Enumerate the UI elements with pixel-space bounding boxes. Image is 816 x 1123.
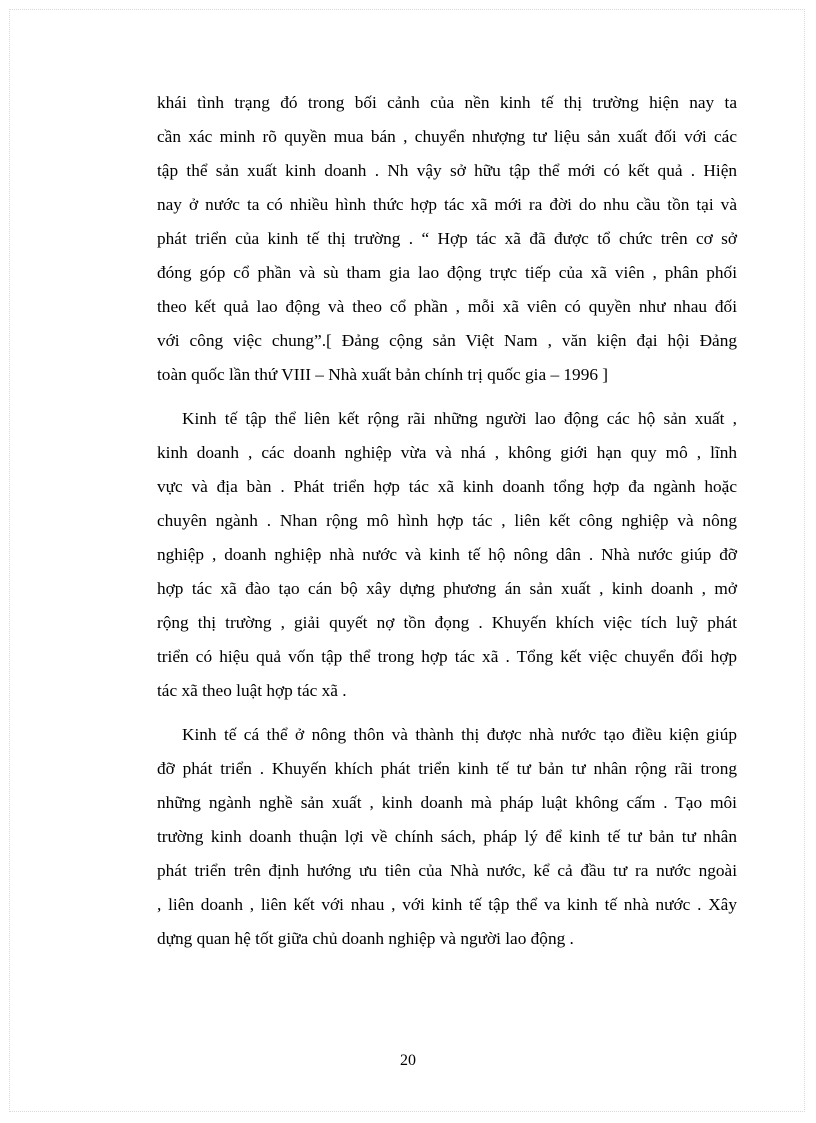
text-line: nghiệp , doanh nghiệp nhà nước và kinh tế hộ nông dân . Nhà nước giúp đỡ (157, 545, 737, 564)
text-line: Kinh tế tập thể liên kết rộng rãi những người lao động các hộ sản xuất , (182, 409, 737, 428)
text-line: đỡ phát triển . Khuyến khích phát triển kinh tế tư bản tư nhân rộng rãi trong (157, 759, 737, 778)
body-text (157, 86, 737, 966)
text-line: kinh doanh , các doanh nghiệp vừa và nhá , không giới hạn quy mô , lĩnh (157, 443, 737, 462)
text-line: trường kinh doanh thuận lợi về chính sách, pháp lý để kinh tế tư bản tư nhân (157, 827, 737, 846)
text-line: phát triển của kinh tế thị trường . “ Hợp tác xã đã được tổ chức trên cơ sở (157, 229, 737, 248)
text-line: tác xã theo luật hợp tác xã . (157, 681, 347, 700)
page-number: 20 (400, 1052, 416, 1069)
text-line: những ngành nghề sản xuất , kinh doanh mà pháp luật không cấm . Tạo môi (157, 793, 737, 812)
text-line: Kinh tế cá thể ở nông thôn và thành thị được nhà nước tạo điều kiện giúp (182, 725, 737, 744)
text-line: chuyên ngành . Nhan rộng mô hình hợp tác , liên kết công nghiệp và nông (157, 511, 737, 530)
text-line: khái tình trạng đó trong bối cảnh của nền kinh tế thị trường hiện nay ta (157, 93, 737, 112)
text-line: toàn quốc lần thứ VIII – Nhà xuất bản chính trị quốc gia – 1996 ] (157, 365, 609, 384)
text-line: đóng góp cổ phần và sù tham gia lao động trực tiếp của xã viên , phân phối (157, 263, 737, 282)
text-line: rộng thị trường , giải quyết nợ tồn đọng . Khuyến khích việc tích luỹ phát (157, 613, 737, 632)
text-line: , liên doanh , liên kết với nhau , với kinh tế tập thể va kinh tế nhà nước . Xây (157, 895, 737, 914)
text-line: tập thể sản xuất kinh doanh . Nh vậy sở hữu tập thể mới có kết quả . Hiện (157, 161, 737, 180)
text-line: cần xác minh rõ quyền mua bán , chuyển nhượng tư liệu sản xuất đối với các (157, 127, 737, 146)
text-line: vực và địa bàn . Phát triển hợp tác xã kinh doanh tổng hợp đa ngành hoặc (157, 477, 737, 496)
text-line: triển có hiệu quả vốn tập thể trong hợp tác xã . Tổng kết việc chuyển đổi hợp (157, 647, 737, 666)
text-line: theo kết quả lao động và theo cổ phần , mỗi xã viên có quyền như nhau đối (157, 297, 737, 316)
text-line: hợp tác xã đào tạo cán bộ xây dựng phương án sản xuất , kinh doanh , mở (157, 579, 737, 598)
text-line: phát triển trên định hướng ưu tiên của Nhà nước, kể cả đầu tư ra nước ngoài (157, 861, 737, 880)
paragraph-1 (157, 86, 737, 392)
paragraph-3 (157, 718, 737, 956)
text-line: dựng quan hệ tốt giữa chủ doanh nghiệp và người lao động . (157, 929, 574, 948)
text-line: nay ở nước ta có nhiều hình thức hợp tác xã mới ra đời do nhu cầu tồn tại và (157, 195, 737, 214)
paragraph-2 (157, 402, 737, 708)
text-line: với công việc chung”.[ Đảng cộng sản Việt Nam , văn kiện đại hội Đảng (157, 331, 737, 350)
